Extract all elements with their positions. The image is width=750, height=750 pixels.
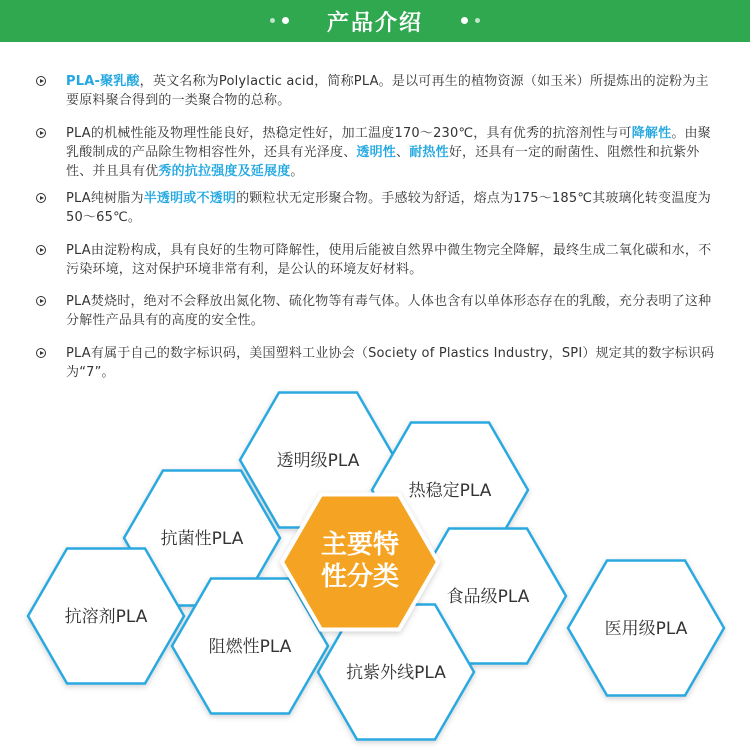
highlight-text: 半透明或不透明 (143, 191, 237, 206)
hexagon-label: 医用级PLA (604, 619, 688, 639)
text-segment: PLA由淀粉构成，具有良好的生物可降解性，使用后能被自然界中微生物完全降解，最终生成二氧化碳和水，不污染环境，这对保护环境非常有利，是公认的环境友好材料。 (66, 243, 712, 277)
text-segment: PLA纯树脂为 (66, 191, 144, 206)
hexagon-label: 热稳定PLA (408, 481, 492, 501)
highlight-text: 降解性 (631, 126, 672, 141)
hexagon-label: 抗紫外线PLA (346, 663, 446, 683)
hexagon-label: 抗菌性PLA (160, 529, 244, 549)
highlight-text: 耐热性 (409, 145, 449, 160)
text-segment: PLA的机械性能及物理性能良好，热稳定性好，加工温度170～230℃，具有优秀的抗溶剂性与可 (66, 126, 632, 141)
text-segment: 。 (290, 164, 304, 179)
highlight-text: PLA-聚乳酸 (66, 74, 140, 89)
text-segment: 、 (396, 145, 410, 160)
hexagon-label: 阻燃性PLA (208, 637, 292, 657)
hexagon-label: 食品级PLA (446, 587, 530, 607)
center-label: 性分类 (320, 562, 400, 592)
text-segment: ，英文名称为Polylactic acid，简称PLA。是以可再生的植物资源（如玉米）所提炼出的淀粉为主要原料聚合得到的一类聚合物的总称。 (66, 74, 709, 108)
text-segment: 的颗粒状无定形聚合物。手感较为舒适，熔点为175～185℃其玻璃化转变温度为50～65℃。 (66, 191, 711, 225)
text-segment: PLA有属于自己的数字标识码，美国塑料工业协会（Society of Plastics Industry，SPI）规定其的数字标识码为“7”。 (66, 346, 715, 380)
center-label: 主要特 (320, 530, 400, 560)
hexagon-label: 透明级PLA (276, 451, 360, 471)
highlight-text: 秀的抗拉强度及延展度 (158, 164, 291, 179)
header-title: 产品介绍 (326, 11, 423, 36)
text-segment: PLA焚烧时，绝对不会释放出氮化物、硫化物等有毒气体。人体也含有以单体形态存在的乳酸，充分表明了这种分解性产品具有的高度的安全性。 (66, 294, 712, 328)
highlight-text: 透明性 (356, 145, 397, 160)
hexagon-label: 抗溶剂PLA (64, 607, 148, 627)
hexagon-medical-grade (568, 561, 724, 696)
text-segment: 好，还具有一定的耐菌性、阻燃性和抗紫外性、并且具有优 (66, 145, 700, 179)
text-segment: 。由聚乳酸制成的产品除生物相容性外，还具有光泽度、 (66, 126, 711, 160)
